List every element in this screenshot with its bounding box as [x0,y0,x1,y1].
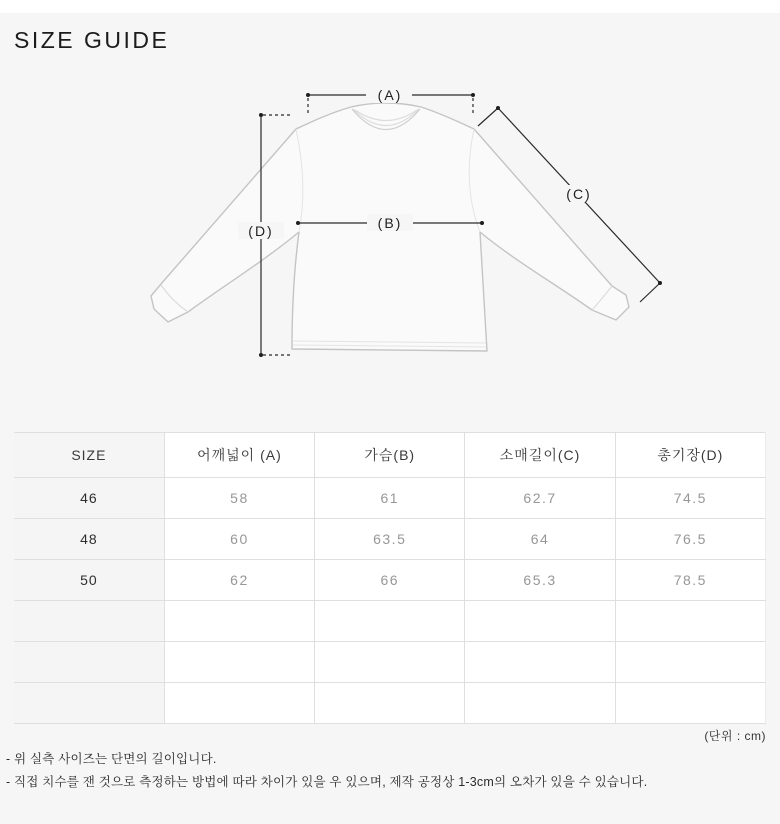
cell-chest: 66 [315,560,465,601]
cell-size [14,642,164,683]
cell-length: 76.5 [615,519,765,560]
cell-size: 46 [14,478,164,519]
footnote-line-1: - 위 실측 사이즈는 단면의 길이입니다. [6,752,217,766]
label-a: (A) [377,87,403,103]
table-row-empty [14,642,766,683]
table-row-48 [14,519,766,560]
table-row-46 [14,478,766,519]
cell-sleeve [465,642,615,683]
cell-length [615,642,765,683]
column-header-size: SIZE [14,433,164,478]
label-d: (D) [248,223,274,239]
cell-sleeve [465,601,615,642]
label-b: (B) [377,215,403,231]
table-row-empty [14,683,766,724]
cell-length: 74.5 [615,478,765,519]
table-row-empty [14,601,766,642]
cell-sleeve: 62.7 [465,478,615,519]
cell-chest [315,683,465,724]
cell-shoulder [164,642,314,683]
footnote-line-2: - 직접 치수를 잰 것으로 측정하는 방법에 따라 차이가 있을 우 있으며, 제작 공정상 1-3cm의 오차가 있을 수 있습니다. [6,775,648,789]
column-header-sleeve: 소매길이(C) [465,433,615,478]
garment-measurement-diagram [0,80,780,392]
column-header-shoulder: 어깨넓이 (A) [164,433,314,478]
cell-length [615,683,765,724]
cell-chest [315,642,465,683]
cell-length: 78.5 [615,560,765,601]
label-c: (C) [566,186,592,202]
table-row-50 [14,560,766,601]
cell-shoulder: 62 [164,560,314,601]
column-header-length: 총기장(D) [615,433,765,478]
cell-size [14,601,164,642]
cell-shoulder: 58 [164,478,314,519]
size-table-header-row [14,433,766,478]
cell-shoulder [164,601,314,642]
cell-size [14,683,164,724]
cell-size: 50 [14,560,164,601]
top-strip [0,0,780,13]
page-title: SIZE GUIDE [14,27,170,53]
size-table [14,432,766,724]
cell-shoulder [164,683,314,724]
footnotes [6,748,647,794]
cell-sleeve [465,683,615,724]
cell-shoulder: 60 [164,519,314,560]
cell-chest: 63.5 [315,519,465,560]
cell-sleeve: 65.3 [465,560,615,601]
cell-length [615,601,765,642]
cell-sleeve: 64 [465,519,615,560]
column-header-chest: 가슴(B) [315,433,465,478]
cell-chest [315,601,465,642]
cell-size: 48 [14,519,164,560]
unit-note: (단위 : cm) [704,729,766,743]
cell-chest: 61 [315,478,465,519]
